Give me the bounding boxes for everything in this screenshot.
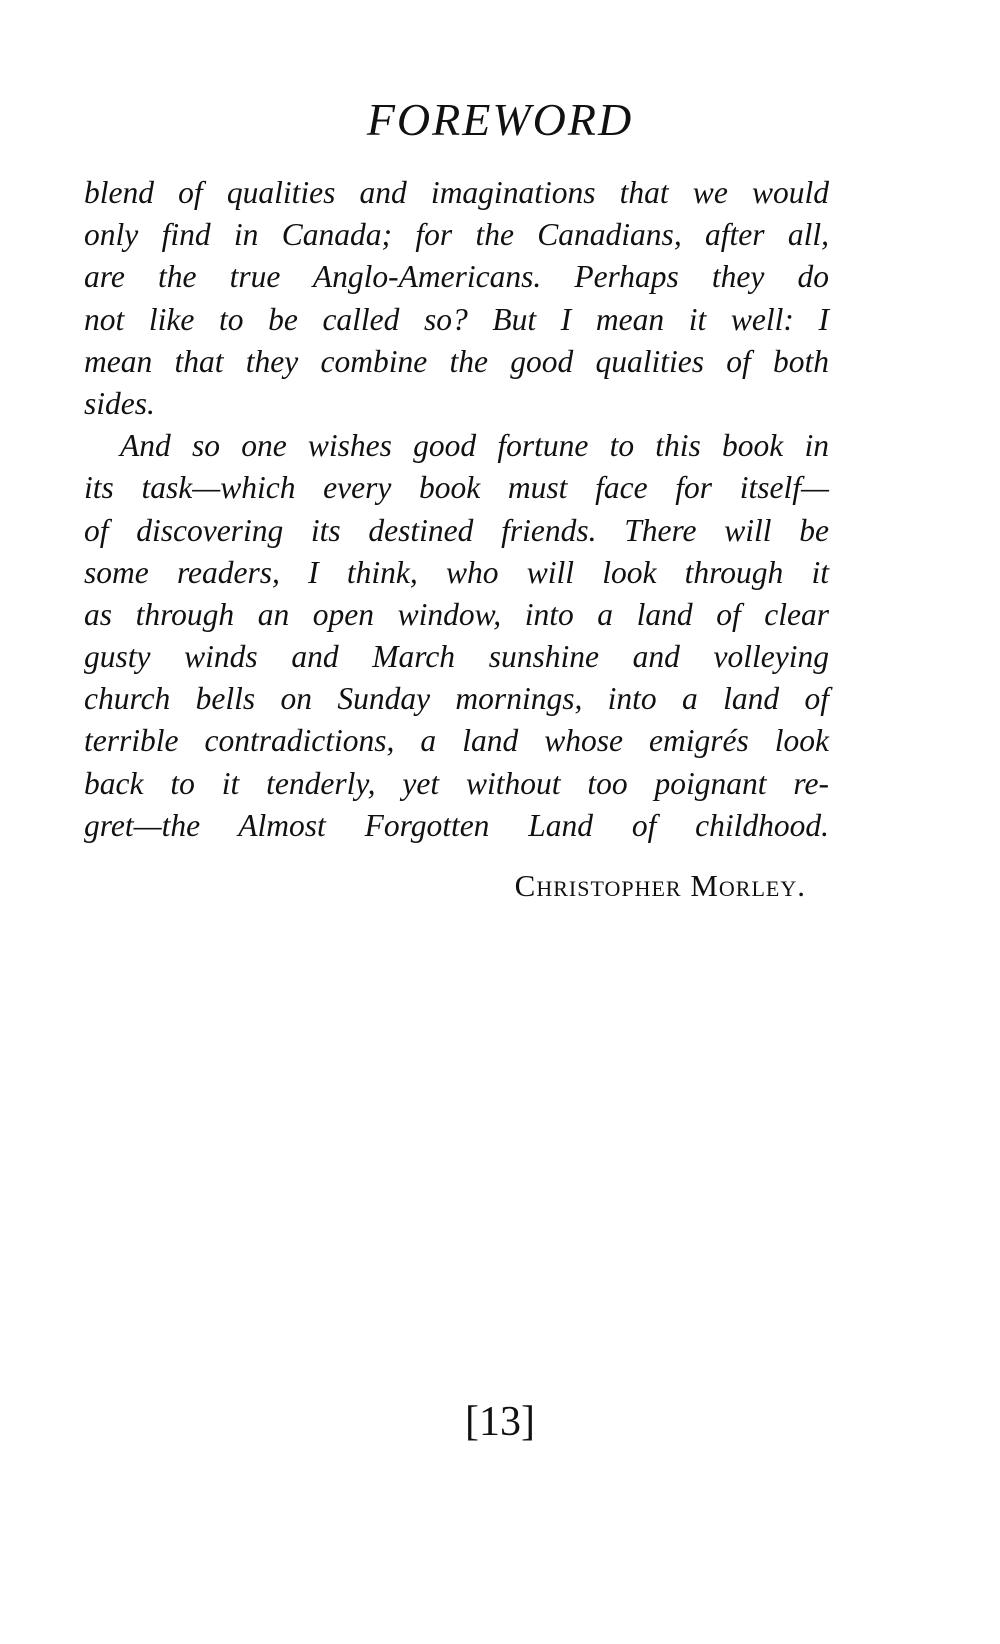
author-signature: Christopher Morley. bbox=[514, 868, 806, 903]
text-line: gret—the Almost Forgotten Land of childhood. bbox=[84, 807, 829, 843]
text-line: some readers, I think, who will look through it bbox=[84, 554, 829, 590]
text-line: blend of qualities and imaginations that we would bbox=[84, 175, 829, 210]
text-line: And so one wishes good fortune to this book in bbox=[120, 428, 829, 464]
text-line: are the true Anglo-Americans. Perhaps they do bbox=[84, 259, 829, 295]
text-line: not like to be called so? But I mean it well: I bbox=[84, 301, 829, 337]
text-line: sides. bbox=[84, 385, 155, 421]
text-line: mean that they combine the good qualities of both bbox=[84, 343, 829, 379]
text-line: its task—which every book must face for itself— bbox=[84, 470, 829, 506]
text-line: gusty winds and March sunshine and volleying bbox=[84, 639, 829, 675]
paragraph bbox=[84, 172, 829, 425]
text-line: as through an open window, into a land of clear bbox=[84, 596, 829, 632]
page-heading: FOREWORD bbox=[366, 94, 634, 145]
page-number: [13] bbox=[465, 1399, 535, 1445]
text-line: only find in Canada; for the Canadians, after all, bbox=[84, 217, 829, 253]
text-line: back to it tenderly, yet without too poignant re- bbox=[84, 765, 829, 801]
foreword-text bbox=[84, 172, 829, 847]
text-line: of discovering its destined friends. There will be bbox=[84, 512, 829, 548]
paragraph bbox=[84, 425, 829, 847]
text-line: church bells on Sunday mornings, into a land of bbox=[84, 681, 829, 717]
text-line: terrible contradictions, a land whose emigrés look bbox=[84, 723, 829, 759]
